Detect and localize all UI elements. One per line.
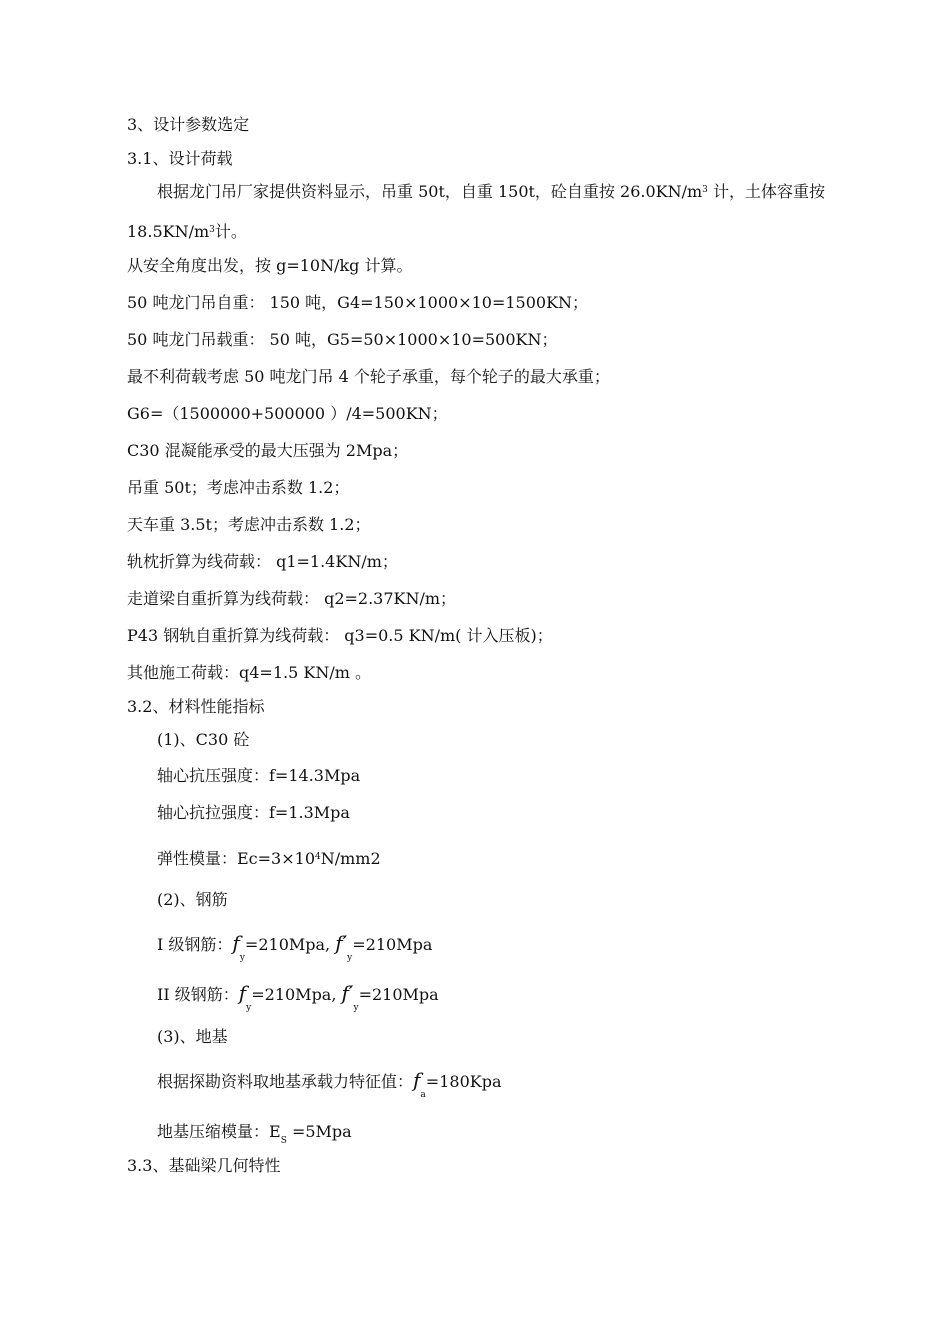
load-line: 50 吨龙门吊载重： 50 吨，G5=50×1000×10=500KN；: [127, 330, 558, 349]
rebar-grade-2: II 级钢筋：$f_y=210Mpa$, $f'_y=210Mpa$: [157, 981, 439, 1013]
c30-compressive-strength: 轴心抗压强度：f=14.3Mpa: [157, 766, 361, 785]
rebar-heading: (2)、钢筋: [157, 890, 228, 909]
load-line: G6=（1500000+500000 ）/4=500KN；: [127, 404, 448, 423]
section-3-title: 3、设计参数选定: [127, 115, 250, 134]
load-line: 天车重 3.5t；考虑冲击系数 1.2；: [127, 515, 371, 534]
foundation-heading: (3)、地基: [157, 1027, 228, 1046]
c30-heading: (1)、C30 砼: [157, 730, 250, 749]
section-3-1-title: 3.1、设计荷载: [127, 149, 233, 168]
load-line: 其他施工荷载：q4=1.5 KN/m 。: [127, 663, 371, 682]
load-line: P43 钢轨自重折算为线荷载： q3=0.5 KN/m( 计入压板)；: [127, 626, 553, 645]
section-3-2-title: 3.2、材料性能指标: [127, 697, 265, 716]
load-line: 吊重 50t；考虑冲击系数 1.2；: [127, 478, 350, 497]
load-line: 50 吨龙门吊自重： 150 吨，G4=150×1000×10=1500KN；: [127, 293, 589, 312]
load-intro-paragraph: 根据龙门吊厂家提供资料显示，吊重 50t，自重 150t，砼自重按 $26.0KN/m^3$ 计，土体容重按 $18.5KN/m^3$计。: [127, 182, 825, 241]
load-line: 最不利荷载考虑 50 吨龙门吊 4 个轮子承重，每个轮子的最大承重；: [127, 367, 610, 386]
rebar-grade-1: I 级钢筋：$f_y=210Mpa$, $f'_y=210Mpa$: [157, 931, 433, 963]
section-3-3-title: 3.3、基础梁几何特性: [127, 1156, 281, 1175]
c30-tensile-strength: 轴心抗拉强度：f=1.3Mpa: [157, 803, 350, 822]
load-line: 轨枕折算为线荷载： q1=1.4KN/m；: [127, 552, 398, 571]
c30-elastic-modulus: 弹性模量：$Ec=3\times 10^4N/mm2$: [157, 849, 381, 868]
foundation-bearing-capacity: 根据探勘资料取地基承载力特征值：$f_a=180Kpa$: [157, 1068, 502, 1100]
foundation-compression-modulus: 地基压缩模量：$E_S =5Mpa$: [157, 1122, 352, 1146]
load-line: 从安全角度出发，按 g=10N/kg 计算。: [127, 256, 413, 275]
load-line: C30 混凝能承受的最大压强为 2Mpa；: [127, 441, 409, 460]
load-line: 走道梁自重折算为线荷载： q2=2.37KN/m；: [127, 589, 457, 608]
